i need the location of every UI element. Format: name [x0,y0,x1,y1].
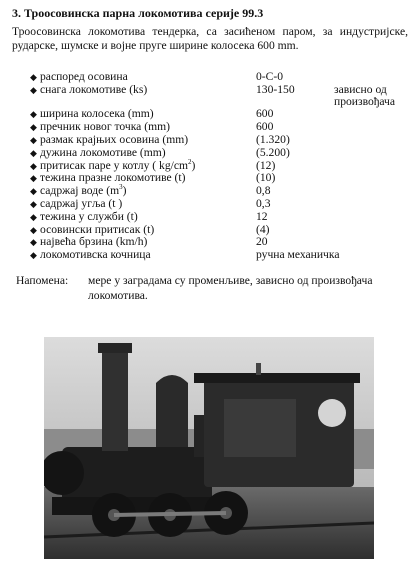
spec-label: дужина локомотиве (mm) [40,145,166,159]
spec-value: 130-150 [256,82,295,96]
intro-paragraph: Троосовинска локомотива тендерка, са засићеном паром, за индустријске, рударске, шумске и војне пруге ширине колосека 600 mm. [12,25,408,52]
bullet-icon: ◆ [30,147,37,158]
bullet-icon: ◆ [30,122,37,133]
spec-value: (4) [256,222,270,236]
spec-value: 12 [256,209,268,223]
spec-label: локомотивска кочница [40,248,151,262]
spec-label-sup: 2 [188,157,192,166]
spec-label: садржај угља (t ) [40,196,123,210]
bullet-icon: ◆ [30,224,37,235]
spec-value: 0,8 [256,184,271,198]
bullet-icon: ◆ [30,173,37,184]
note-text: мере у заградама су променљиве, зависно од произвођача локомотива. [88,274,373,302]
spec-table [30,71,410,262]
section-heading: 3. Троосовинска парна локомотива серије 99.3 [12,6,264,20]
spec-label-pre: садржај воде (m [40,184,120,198]
bullet-icon: ◆ [30,84,37,95]
spec-label-sup: 3 [119,183,123,192]
spec-label: пречник новог точка (mm) [40,120,170,134]
spec-value: (1.320) [256,132,290,146]
spec-value: (12) [256,158,276,172]
spec-label-post: ) [191,158,196,172]
spec-label: размак крајњих осовина (mm) [40,132,189,146]
spec-row [30,249,410,262]
spec-value: (5.200) [256,145,290,159]
spec-label: распоред осовина [40,70,128,83]
spec-value: 600 [256,120,274,134]
locomotive-wheels [92,491,248,537]
spec-value: 20 [256,235,268,249]
spec-value: 0-C-0 [256,70,284,83]
spec-row [30,84,410,97]
power-note: зависно од произвођача [334,82,396,108]
spec-label: тежина празне локомотиве (t) [40,171,186,185]
bullet-icon: ◆ [30,250,37,261]
spec-label: снага локомотиве (ks) [40,82,148,96]
bullet-icon: ◆ [30,198,37,209]
spec-label: осовински притисак (t) [40,222,155,236]
bullet-icon: ◆ [30,211,37,222]
spec-value: 0,3 [256,196,271,210]
spec-label-pre: притисак паре у котлу ( kg/cm [40,158,189,172]
bullet-icon: ◆ [30,186,37,197]
locomotive-photo [44,337,374,559]
spec-label: највећа брзина (km/h) [40,235,148,249]
spec-label-post: ) [122,184,127,198]
spec-value: ручна механичка [256,248,340,262]
bullet-icon: ◆ [30,237,37,248]
spec-label: ширина колосека (mm) [40,107,154,121]
bullet-icon: ◆ [30,160,37,171]
bullet-icon: ◆ [30,109,37,120]
note-label: Напомена: [16,274,69,287]
bullet-icon: ◆ [30,134,37,145]
spec-label: тежина у служби (t) [40,209,138,223]
bullet-icon: ◆ [30,72,37,82]
spec-value: 600 [256,107,274,121]
spec-value: (10) [256,171,276,185]
